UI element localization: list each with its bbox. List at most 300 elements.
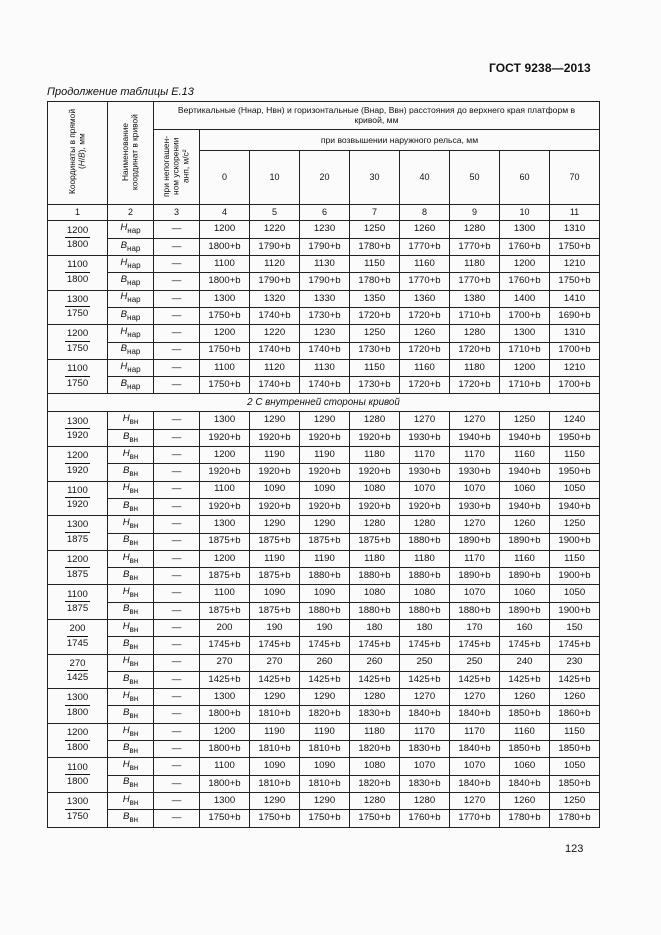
coordinate-label <box>108 671 154 688</box>
label-subscript: вн <box>129 486 139 496</box>
coordinate-label <box>108 792 154 809</box>
table-row <box>48 325 600 342</box>
cell-value: 1780+b <box>550 810 600 827</box>
coordinate-label <box>108 342 154 359</box>
cell-value: 1840+b <box>450 775 500 792</box>
coordinate-fraction <box>48 619 108 654</box>
column-index: 2 <box>108 205 154 221</box>
fraction-b: 1750 <box>66 343 89 355</box>
acceleration-value: — <box>154 706 200 723</box>
cell-value: 1800+b <box>200 238 250 255</box>
cell-value: 1940+b <box>550 498 600 515</box>
label-letter: B <box>120 308 128 320</box>
cell-value: 1350 <box>350 290 400 307</box>
cell-value: 1920+b <box>250 498 300 515</box>
cell-value: 1160 <box>500 550 550 567</box>
header-coordinates-fraction: (H/B) <box>76 150 87 170</box>
cell-value: 1810+b <box>300 775 350 792</box>
label-letter: H <box>122 517 130 528</box>
acceleration-value: — <box>154 533 200 550</box>
coordinate-label <box>108 464 154 481</box>
cell-value: 1290 <box>300 689 350 706</box>
coordinate-label <box>108 654 154 671</box>
header-elevation: 60 <box>500 151 550 205</box>
coordinate-fraction <box>48 516 108 551</box>
cell-value: 1840+b <box>400 706 450 723</box>
coordinate-label <box>108 377 154 394</box>
cell-value: 1880+b <box>350 568 400 585</box>
label-subscript: вн <box>129 417 139 427</box>
cell-value: 1930+b <box>450 498 500 515</box>
coordinate-label <box>108 585 154 602</box>
header-acceleration <box>154 130 200 205</box>
cell-value: 1280 <box>400 792 450 809</box>
coordinate-label <box>108 290 154 307</box>
table-caption: Продолжение таблицы Е.13 <box>47 86 194 98</box>
coordinate-fraction <box>48 290 108 325</box>
cell-value: 1875+b <box>350 533 400 550</box>
column-index: 4 <box>200 205 250 221</box>
cell-value: 1210 <box>550 359 600 376</box>
page-number: 123 <box>565 843 584 855</box>
acceleration-value: — <box>154 689 200 706</box>
cell-value: 260 <box>350 654 400 671</box>
cell-value: 1790+b <box>300 273 350 290</box>
acceleration-value: — <box>154 792 200 809</box>
cell-value: 1750+b <box>200 377 250 394</box>
column-index: 3 <box>154 205 200 221</box>
cell-value: 1900+b <box>550 568 600 585</box>
table-row <box>48 221 600 238</box>
acceleration-value: — <box>154 654 200 671</box>
column-index: 9 <box>450 205 500 221</box>
dimensions-table <box>47 101 600 828</box>
acceleration-value: — <box>154 359 200 376</box>
cell-value: 1150 <box>550 447 600 464</box>
label-subscript: вн <box>129 763 139 773</box>
cell-value: 1300 <box>200 290 250 307</box>
coordinate-fraction <box>48 221 108 256</box>
label-subscript: нар <box>127 347 141 357</box>
fraction <box>65 763 90 788</box>
header-coordinate-name <box>108 102 154 205</box>
standard-number: ГОСТ 9238—2013 <box>489 61 591 75</box>
acceleration-value: — <box>154 464 200 481</box>
cell-value: 1820+b <box>350 741 400 758</box>
cell-value: 1425+b <box>250 671 300 688</box>
cell-value: 1720+b <box>400 342 450 359</box>
fraction-b: 1875 <box>66 603 89 615</box>
cell-value: 1200 <box>200 325 250 342</box>
table-row <box>48 412 600 429</box>
cell-value: 1745+b <box>200 637 250 654</box>
header-unit: , мм <box>76 134 87 151</box>
coordinate-label <box>108 758 154 775</box>
header-elevation: 30 <box>350 151 400 205</box>
cell-value: 1180 <box>350 550 400 567</box>
label-subscript: вн <box>129 520 139 530</box>
cell-value: 1920+b <box>300 464 350 481</box>
label-letter: H <box>122 689 130 701</box>
label-letter: B <box>122 568 130 580</box>
cell-value: 1300 <box>200 792 250 809</box>
column-index: 10 <box>500 205 550 221</box>
cell-value: 1790+b <box>250 273 300 290</box>
coordinate-label <box>108 775 154 792</box>
table-row <box>48 516 600 533</box>
cell-value: 1280 <box>350 689 400 706</box>
label-subscript: вн <box>129 451 139 461</box>
cell-value: 1720+b <box>450 377 500 394</box>
fraction <box>65 590 90 615</box>
frac-b: B <box>76 153 87 159</box>
table-row <box>48 307 600 324</box>
coordinate-label <box>108 238 154 255</box>
header-elevation: 70 <box>550 151 600 205</box>
cell-value: 1220 <box>250 325 300 342</box>
label-letter: H <box>122 793 130 805</box>
cell-value: 1090 <box>300 481 350 498</box>
coordinate-fraction <box>48 585 108 620</box>
cell-value: 1800+b <box>200 706 250 723</box>
label-letter: B <box>122 707 130 719</box>
coordinate-label <box>108 516 154 533</box>
header-group: Вертикальные (Hнар, Hвн) и горизонтальные (Bнар, Bвн) расстояния до верхнего края платформ в кривой, мм <box>154 102 600 130</box>
cell-value: 1880+b <box>400 533 450 550</box>
cell-value: 1260 <box>500 689 550 706</box>
cell-value: 1940+b <box>450 429 500 446</box>
table-row <box>48 585 600 602</box>
cell-value: 1080 <box>400 585 450 602</box>
cell-value: 1920+b <box>200 498 250 515</box>
cell-value: 1100 <box>200 256 250 273</box>
cell-value: 1090 <box>250 758 300 775</box>
coordinate-label <box>108 706 154 723</box>
coordinate-label <box>108 273 154 290</box>
cell-value: 1280 <box>350 792 400 809</box>
cell-value: 1745+b <box>450 637 500 654</box>
table-row <box>48 619 600 636</box>
cell-value: 1425+b <box>300 671 350 688</box>
fraction <box>65 693 90 718</box>
cell-value: 180 <box>350 619 400 636</box>
cell-value: 1720+b <box>450 342 500 359</box>
label-letter: B <box>122 776 130 788</box>
cell-value: 1270 <box>400 689 450 706</box>
coordinate-fraction <box>48 792 108 827</box>
cell-value: 1170 <box>450 550 500 567</box>
label-letter: H <box>120 291 128 303</box>
cell-value: 1940+b <box>500 498 550 515</box>
header-elevation: 10 <box>250 151 300 205</box>
fraction <box>65 295 90 320</box>
coordinate-fraction <box>48 689 108 724</box>
label-subscript: вн <box>129 693 139 703</box>
cell-value: 1190 <box>250 723 300 740</box>
cell-value: 1425+b <box>400 671 450 688</box>
label-subscript: вн <box>129 814 139 824</box>
cell-value: 1940+b <box>500 464 550 481</box>
cell-value: 1850+b <box>500 741 550 758</box>
cell-value: 270 <box>200 654 250 671</box>
cell-value: 1890+b <box>450 568 500 585</box>
cell-value: 1060 <box>500 758 550 775</box>
frac-h: H <box>76 161 87 168</box>
cell-value: 1770+b <box>400 273 450 290</box>
cell-value: 1280 <box>400 516 450 533</box>
table-row <box>48 342 600 359</box>
label-letter: B <box>122 430 130 442</box>
fraction-b: 1920 <box>66 464 89 476</box>
label-subscript: вн <box>129 641 139 651</box>
fraction-b: 1800 <box>66 776 89 788</box>
cell-value: 1160 <box>500 723 550 740</box>
cell-value: 1190 <box>300 447 350 464</box>
coordinate-label <box>108 412 154 429</box>
cell-value: 1090 <box>300 758 350 775</box>
fraction <box>65 555 90 580</box>
fraction-h: 1200 <box>65 226 90 239</box>
label-subscript: вн <box>129 659 139 669</box>
table-row <box>48 481 600 498</box>
coordinate-label <box>108 550 154 567</box>
fraction <box>67 624 88 649</box>
coordinate-fraction <box>48 723 108 758</box>
label-subscript: вн <box>129 797 139 807</box>
label-subscript: нар <box>127 260 141 270</box>
fraction-b: 1800 <box>66 273 89 285</box>
cell-value: 1260 <box>500 516 550 533</box>
cell-value: 1180 <box>350 723 400 740</box>
cell-value: 1270 <box>450 412 500 429</box>
cell-value: 1425+b <box>200 671 250 688</box>
acceleration-value: — <box>154 412 200 429</box>
cell-value: 1710+b <box>450 307 500 324</box>
cell-value: 1400 <box>500 290 550 307</box>
label-subscript: вн <box>129 572 139 582</box>
coordinate-label <box>108 481 154 498</box>
cell-value: 1250 <box>500 412 550 429</box>
cell-value: 1850+b <box>550 775 600 792</box>
cell-value: 1850+b <box>550 741 600 758</box>
cell-value: 1230 <box>300 221 350 238</box>
cell-value: 1920+b <box>300 429 350 446</box>
fraction-h: 1300 <box>65 797 90 810</box>
fraction <box>65 486 90 511</box>
cell-value: 1290 <box>300 792 350 809</box>
cell-value: 1780+b <box>500 810 550 827</box>
cell-value: 1150 <box>350 256 400 273</box>
cell-value: 1780+b <box>350 238 400 255</box>
cell-value: 1820+b <box>350 775 400 792</box>
acceleration-value: — <box>154 775 200 792</box>
cell-value: 1800+b <box>200 775 250 792</box>
cell-value: 1860+b <box>550 706 600 723</box>
cell-value: 1240 <box>550 412 600 429</box>
cell-value: 230 <box>550 654 600 671</box>
label-subscript: вн <box>129 555 139 565</box>
fraction-b: 1920 <box>66 499 89 511</box>
label-subscript: нар <box>127 329 141 339</box>
cell-value: 1130 <box>300 359 350 376</box>
cell-value: 1880+b <box>400 568 450 585</box>
cell-value: 1830+b <box>400 741 450 758</box>
cell-value: 1170 <box>450 723 500 740</box>
cell-value: 1750+b <box>550 238 600 255</box>
cell-value: 1745+b <box>400 637 450 654</box>
coordinate-label <box>108 307 154 324</box>
cell-value: 1760+b <box>500 238 550 255</box>
cell-value: 1770+b <box>450 810 500 827</box>
acceleration-value: — <box>154 307 200 324</box>
label-letter: B <box>122 741 130 753</box>
coordinate-fraction <box>48 550 108 585</box>
cell-value: 1260 <box>550 689 600 706</box>
table-row <box>48 654 600 671</box>
coordinate-label <box>108 429 154 446</box>
table-row <box>48 238 600 255</box>
cell-value: 1180 <box>400 550 450 567</box>
cell-value: 1700+b <box>550 377 600 394</box>
cell-value: 1190 <box>300 723 350 740</box>
cell-value: 1090 <box>250 481 300 498</box>
column-index: 7 <box>350 205 400 221</box>
coordinate-fraction <box>48 481 108 516</box>
label-letter: B <box>122 638 130 650</box>
cell-value: 1300 <box>200 412 250 429</box>
cell-value: 1840+b <box>500 775 550 792</box>
acceleration-value: — <box>154 550 200 567</box>
cell-value: 1300 <box>200 516 250 533</box>
cell-value: 1160 <box>400 256 450 273</box>
fraction-h: 1300 <box>65 693 90 706</box>
cell-value: 1900+b <box>550 602 600 619</box>
cell-value: 240 <box>500 654 550 671</box>
cell-value: 1840+b <box>450 706 500 723</box>
table-row <box>48 273 600 290</box>
cell-value: 1100 <box>200 481 250 498</box>
acceleration-value: — <box>154 377 200 394</box>
cell-value: 1120 <box>250 256 300 273</box>
table-row <box>48 568 600 585</box>
cell-value: 1730+b <box>350 377 400 394</box>
cell-value: 1260 <box>500 792 550 809</box>
coordinate-fraction <box>48 412 108 447</box>
cell-value: 1290 <box>250 412 300 429</box>
cell-value: 1320 <box>250 290 300 307</box>
acceleration-value: — <box>154 273 200 290</box>
fraction <box>67 659 88 684</box>
table-row <box>48 377 600 394</box>
table-row <box>48 550 600 567</box>
cell-value: 1745+b <box>250 637 300 654</box>
cell-value: 1180 <box>350 447 400 464</box>
label-subscript: нар <box>127 295 141 305</box>
label-letter: H <box>122 413 130 425</box>
cell-value: 150 <box>550 619 600 636</box>
label-letter: H <box>122 586 130 598</box>
cell-value: 1070 <box>450 585 500 602</box>
cell-value: 1260 <box>400 325 450 342</box>
cell-value: 1810+b <box>300 741 350 758</box>
cell-value: 1425+b <box>500 671 550 688</box>
label-letter: B <box>120 343 128 355</box>
label-subscript: нар <box>127 278 141 288</box>
cell-value: 1880+b <box>300 602 350 619</box>
cell-value: 1720+b <box>400 307 450 324</box>
acceleration-value: — <box>154 221 200 238</box>
coordinate-fraction <box>48 447 108 482</box>
acceleration-value: — <box>154 568 200 585</box>
fraction-b: 1750 <box>66 377 89 389</box>
label-letter: H <box>122 447 130 459</box>
cell-value: 1250 <box>550 516 600 533</box>
label-subscript: нар <box>127 381 141 391</box>
cell-value: 1730+b <box>350 342 400 359</box>
cell-value: 1090 <box>250 585 300 602</box>
cell-value: 1710+b <box>500 342 550 359</box>
fraction <box>65 260 90 285</box>
cell-value: 1290 <box>300 412 350 429</box>
cell-value: 1200 <box>500 256 550 273</box>
cell-value: 1080 <box>350 758 400 775</box>
section-row <box>48 394 600 412</box>
table-row <box>48 637 600 654</box>
cell-value: 1700+b <box>500 307 550 324</box>
cell-value: 1300 <box>500 325 550 342</box>
cell-value: 1850+b <box>500 706 550 723</box>
cell-value: 1070 <box>400 758 450 775</box>
cell-value: 1380 <box>450 290 500 307</box>
cell-value: 1745+b <box>550 637 600 654</box>
fraction-b: 1750 <box>66 308 89 320</box>
label-letter: H <box>120 222 128 234</box>
coordinate-label <box>108 256 154 273</box>
coordinate-fraction <box>48 325 108 360</box>
cell-value: 1920+b <box>200 464 250 481</box>
cell-value: 1250 <box>350 221 400 238</box>
fraction-b: 1425 <box>66 672 89 684</box>
cell-value: 1425+b <box>550 671 600 688</box>
fraction-b: 1800 <box>66 706 89 718</box>
cell-value: 1060 <box>500 481 550 498</box>
cell-value: 1200 <box>200 221 250 238</box>
fraction-h: 1200 <box>65 329 90 342</box>
cell-value: 1740+b <box>250 307 300 324</box>
label-subscript: вн <box>129 538 139 548</box>
cell-value: 1250 <box>550 792 600 809</box>
label-subscript: вн <box>129 745 139 755</box>
acceleration-value: — <box>154 325 200 342</box>
cell-value: 1890+b <box>500 533 550 550</box>
label-subscript: вн <box>129 434 139 444</box>
header-coordinate-name-label: Наименование координат в кривой <box>119 114 140 190</box>
cell-value: 1170 <box>400 723 450 740</box>
cell-value: 1880+b <box>400 602 450 619</box>
cell-value: 160 <box>500 619 550 636</box>
cell-value: 1100 <box>200 758 250 775</box>
cell-value: 1830+b <box>350 706 400 723</box>
table-row <box>48 792 600 809</box>
cell-value: 1810+b <box>250 775 300 792</box>
acceleration-value: — <box>154 619 200 636</box>
cell-value: 1280 <box>350 412 400 429</box>
coordinate-label <box>108 619 154 636</box>
cell-value: 1880+b <box>350 602 400 619</box>
cell-value: 1875+b <box>300 533 350 550</box>
cell-value: 1090 <box>300 585 350 602</box>
label-letter: B <box>120 274 128 286</box>
